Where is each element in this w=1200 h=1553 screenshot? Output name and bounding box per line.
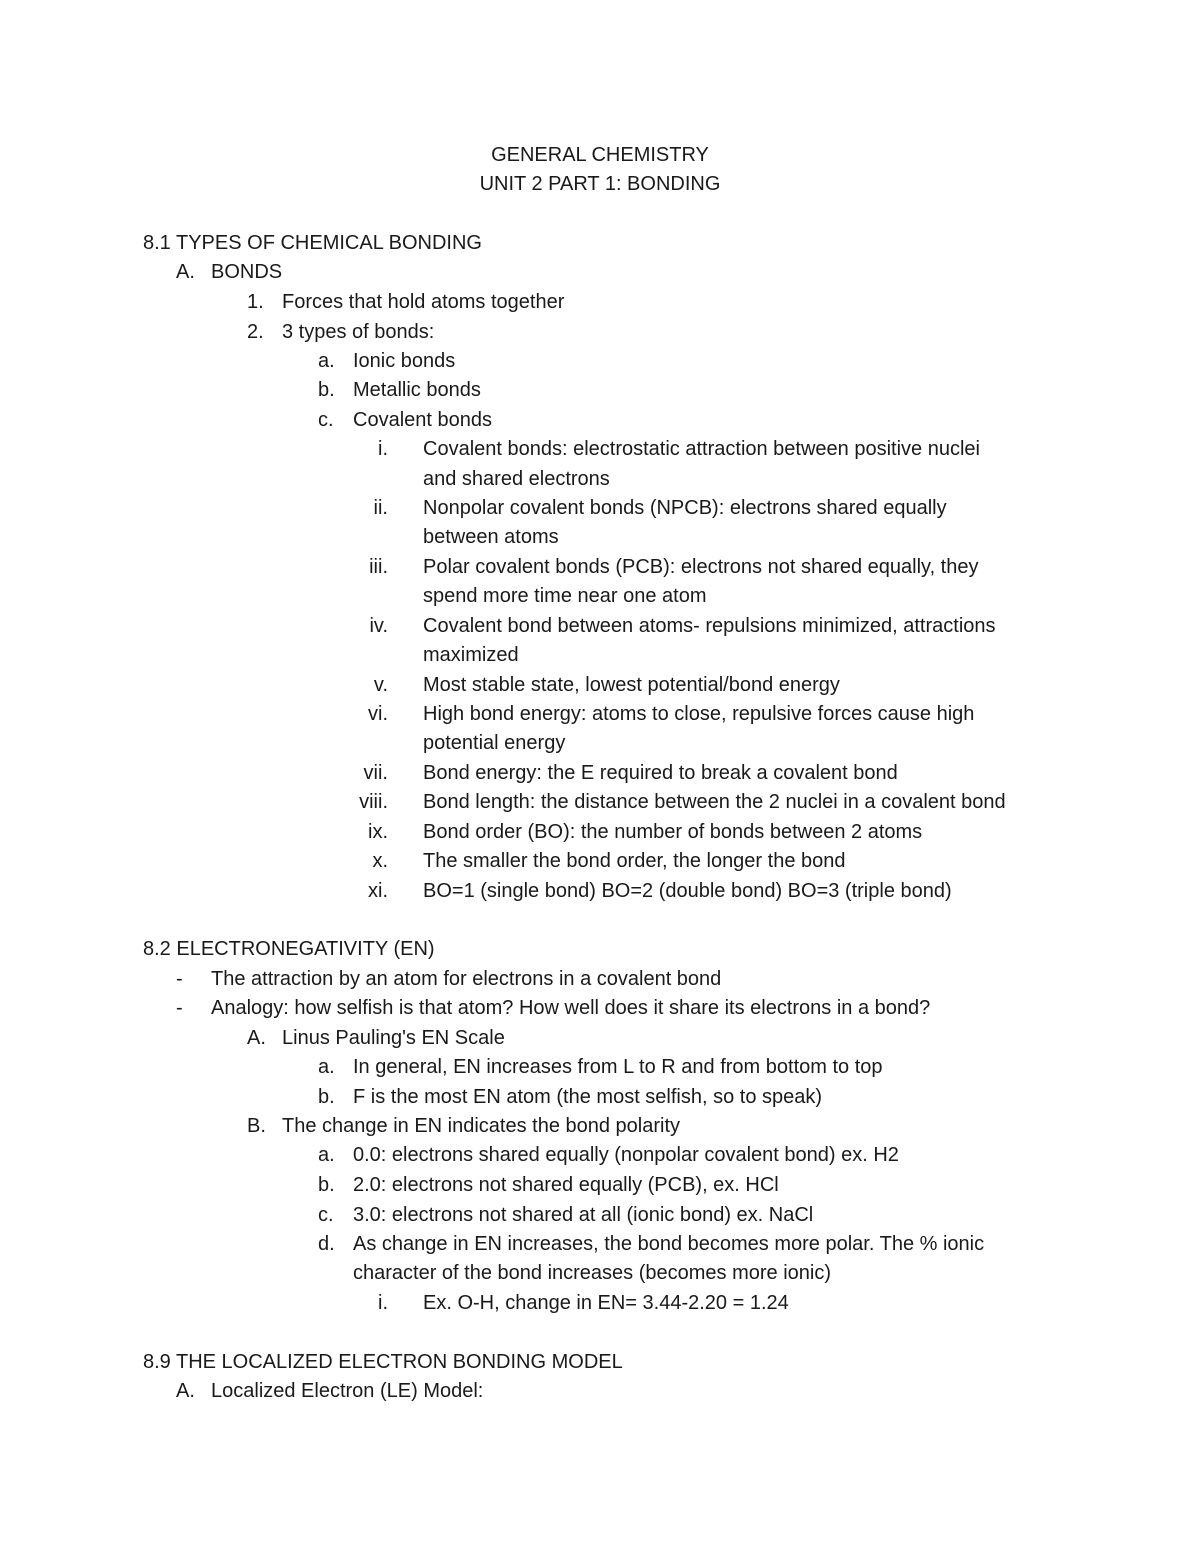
list-marker: 1. [247,291,264,313]
list-item: Nonpolar covalent bonds (NPCB): electrons shared equally [423,497,947,519]
list-marker: A. [176,1380,195,1402]
list-item: The attraction by an atom for electrons in a covalent bond [211,968,722,990]
list-item: The smaller the bond order, the longer the bond [423,850,846,872]
list-marker: ix. [368,821,388,843]
list-item-continuation: maximized [423,644,519,666]
list-marker: iv. [369,615,388,637]
list-item: Covalent bonds: electrostatic attraction between positive nuclei [423,438,980,460]
list-marker: v. [373,674,388,696]
list-item: In general, EN increases from L to R and from bottom to top [353,1056,883,1078]
list-marker: viii. [359,791,388,813]
list-item: Localized Electron (LE) Model: [211,1380,484,1402]
section-heading-8-1: 8.1 TYPES OF CHEMICAL BONDING [143,232,482,254]
list-item: 0.0: electrons shared equally (nonpolar covalent bond) ex. H2 [353,1144,899,1166]
list-item: Linus Pauling's EN Scale [282,1027,505,1049]
list-item: Analogy: how selfish is that atom? How well does it share its electrons in a bond? [211,997,931,1019]
list-marker: c. [318,1204,334,1226]
list-marker: i. [378,1292,388,1314]
list-item-continuation: spend more time near one atom [423,585,707,607]
list-item-continuation: potential energy [423,732,566,754]
list-item: Forces that hold atoms together [282,291,565,313]
list-marker: iii. [369,556,388,578]
list-item: The change in EN indicates the bond polarity [282,1115,681,1137]
list-item: Polar covalent bonds (PCB): electrons not shared equally, they [423,556,979,578]
list-marker: 2. [247,321,264,343]
list-item: Most stable state, lowest potential/bond energy [423,674,840,696]
list-item: BO=1 (single bond) BO=2 (double bond) BO=3 (triple bond) [423,880,952,902]
list-item: Metallic bonds [353,379,481,401]
list-marker: b. [318,1086,335,1108]
list-item: 2.0: electrons not shared equally (PCB), ex. HCl [353,1174,779,1196]
list-item: Bond order (BO): the number of bonds between 2 atoms [423,821,923,843]
list-marker: a. [318,1144,335,1166]
list-marker: a. [318,1056,335,1078]
list-item: Covalent bond between atoms- repulsions minimized, attractions [423,615,996,637]
list-item: 3 types of bonds: [282,321,435,343]
list-marker: ii. [373,497,388,519]
list-item: Ionic bonds [353,350,456,372]
list-item: As change in EN increases, the bond becomes more polar. The % ionic [353,1233,985,1255]
section-heading-8-2: 8.2 ELECTRONEGATIVITY (EN) [143,938,435,960]
document-subtitle: UNIT 2 PART 1: BONDING [479,173,721,195]
list-marker: d. [318,1233,335,1255]
section-heading-8-9: 8.9 THE LOCALIZED ELECTRON BONDING MODEL [143,1351,623,1373]
list-item-bonds: BONDS [211,261,283,283]
list-marker: vi. [368,703,388,725]
list-marker: - [176,968,183,990]
list-item-continuation: character of the bond increases (becomes more ionic) [353,1262,832,1284]
list-marker: A. [247,1027,266,1049]
list-item: Bond energy: the E required to break a covalent bond [423,762,898,784]
list-marker: c. [318,409,334,431]
list-item: High bond energy: atoms to close, repulsive forces cause high [423,703,975,725]
list-marker: B. [247,1115,266,1137]
list-item: F is the most EN atom (the most selfish, so to speak) [353,1086,823,1108]
list-marker: b. [318,1174,335,1196]
list-item: Ex. O-H, change in EN= 3.44-2.20 = 1.24 [423,1292,789,1314]
list-marker: i. [378,438,388,460]
list-marker: A. [176,261,195,283]
list-item: Bond length: the distance between the 2 nuclei in a covalent bond [423,791,1006,813]
list-item: 3.0: electrons not shared at all (ionic bond) ex. NaCl [353,1204,814,1226]
list-marker: - [176,997,183,1019]
list-marker: b. [318,379,335,401]
list-marker: vii. [363,762,388,784]
list-item-continuation: between atoms [423,526,559,548]
list-item-continuation: and shared electrons [423,468,610,490]
list-marker: a. [318,350,335,372]
list-item: Covalent bonds [353,409,492,431]
list-marker: xi. [368,880,388,902]
list-marker: x. [372,850,388,872]
document-title: GENERAL CHEMISTRY [491,144,709,166]
